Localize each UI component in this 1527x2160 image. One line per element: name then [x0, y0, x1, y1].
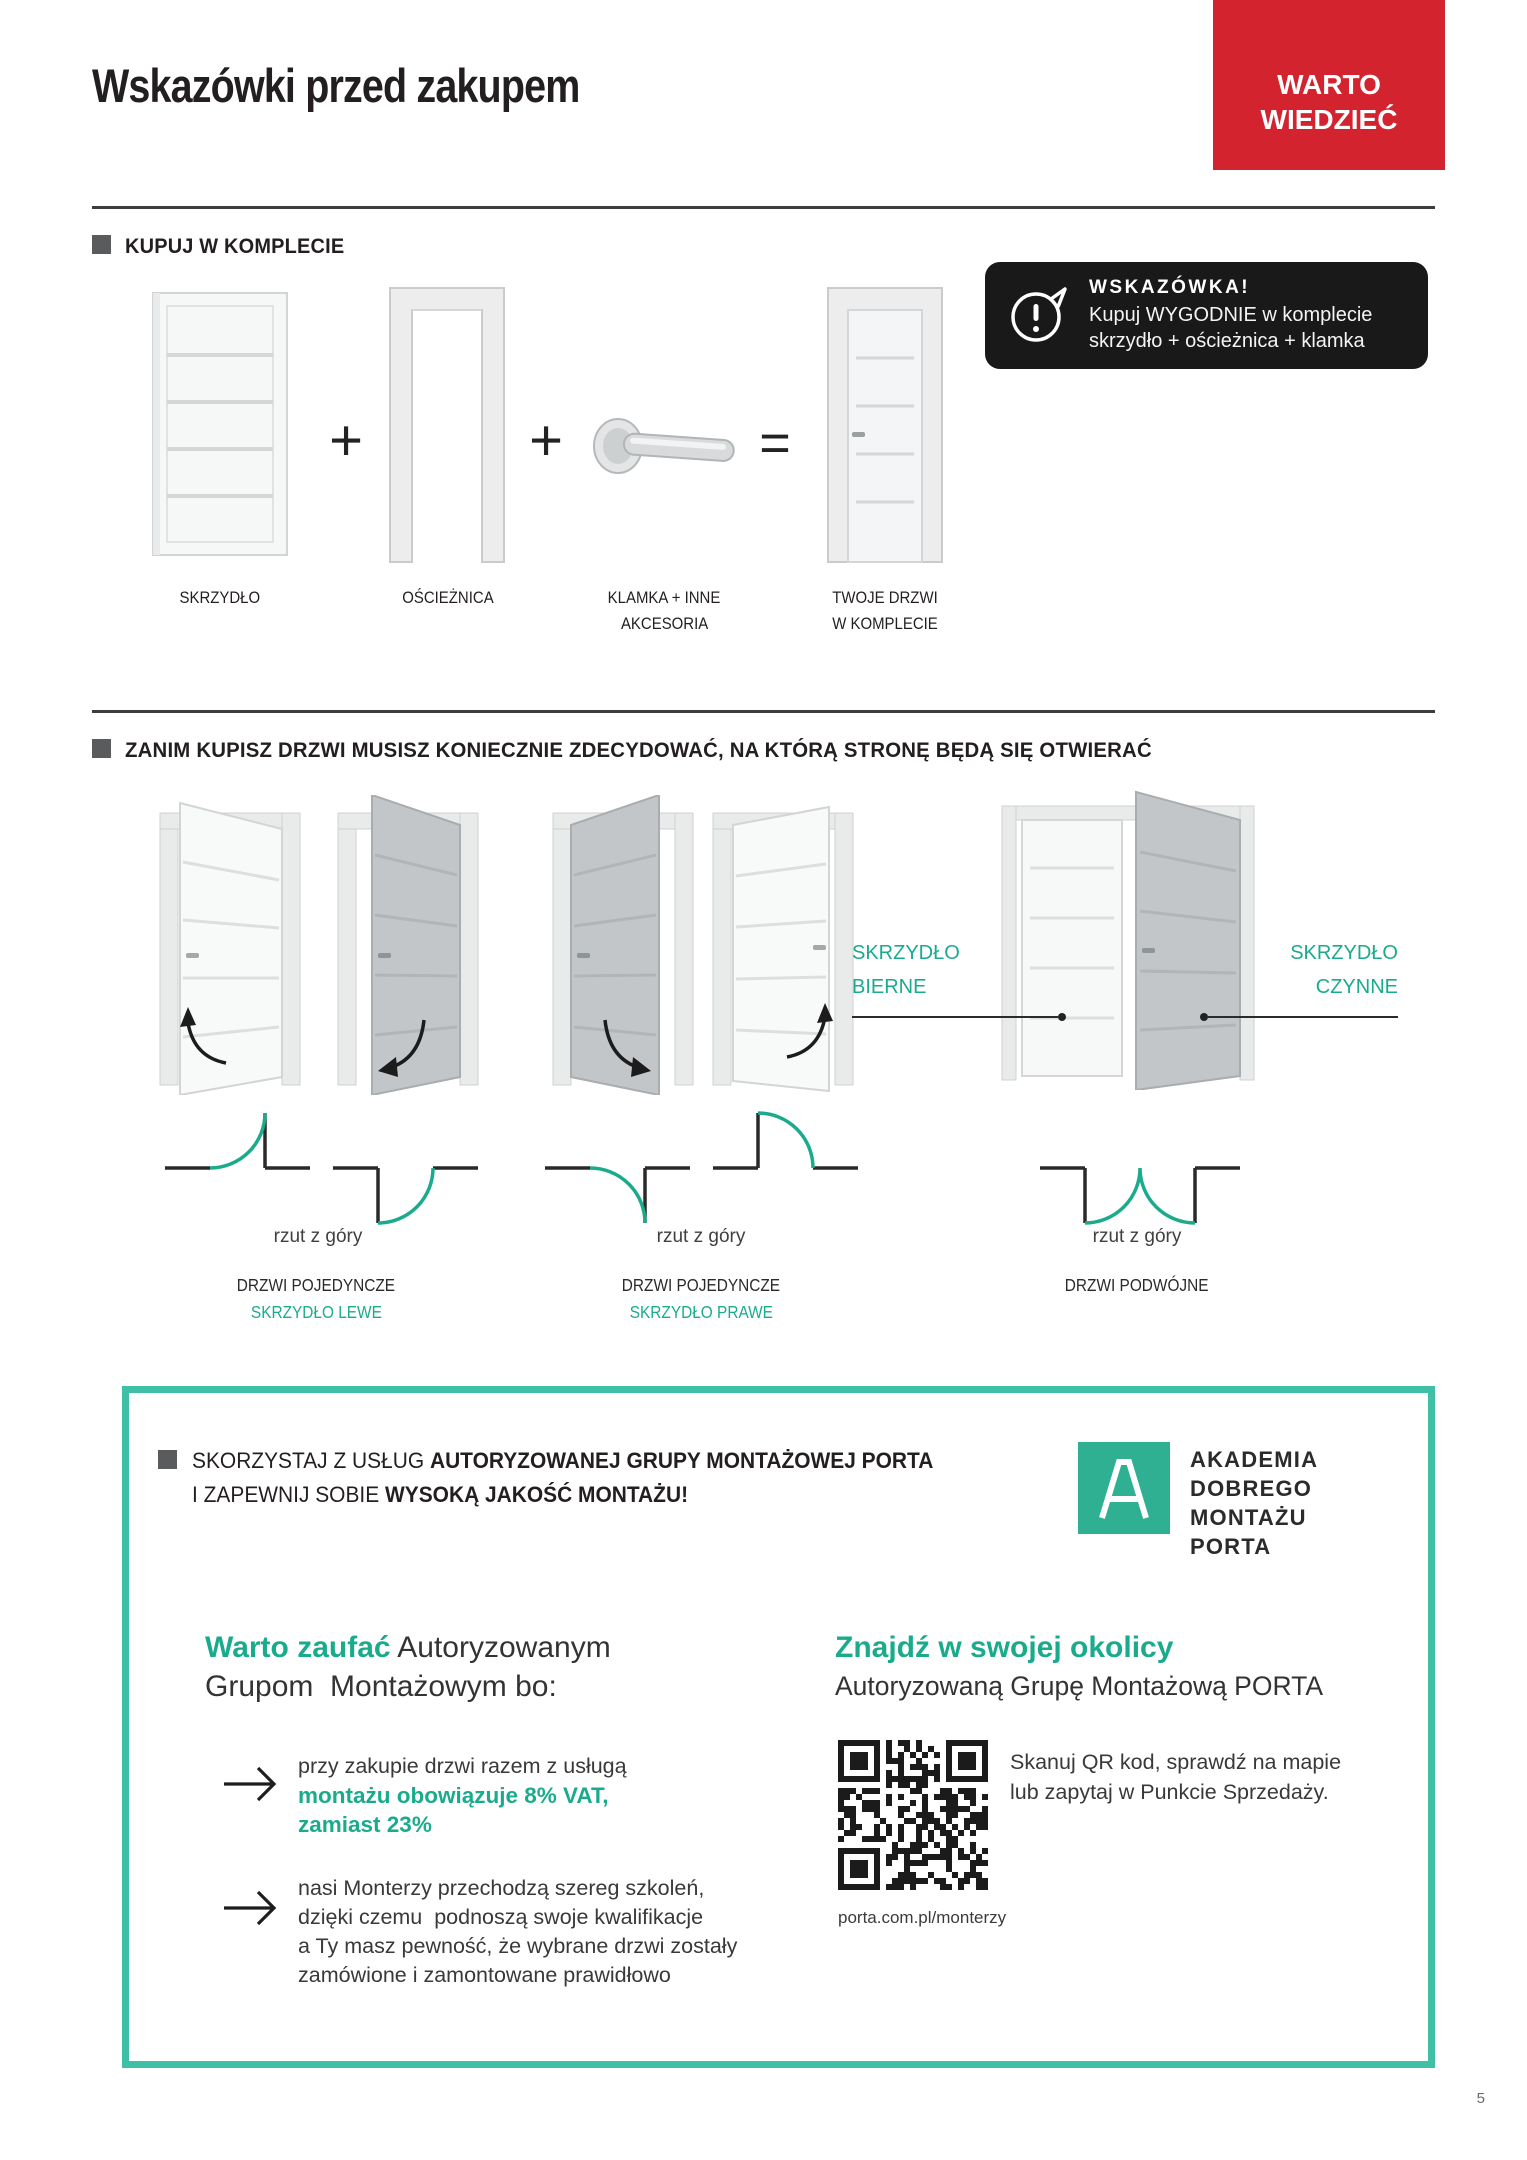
- letter-a-icon: [1078, 1442, 1170, 1534]
- top-view-double-icon: [1040, 1108, 1240, 1228]
- door-frame-image: [388, 286, 506, 564]
- pointer-dot: [1200, 1013, 1208, 1021]
- view-label-2: rzut z góry: [656, 1226, 746, 1247]
- caption-skrzydlo: SKRZYDŁO: [179, 588, 261, 607]
- page-number: 5: [1476, 2090, 1485, 2107]
- open-door-gray-left-image: [328, 795, 488, 1095]
- arrow-right-icon: [222, 1886, 284, 1930]
- label-skrzydlo-bierne: SKRZYDŁO BIERNE: [852, 942, 960, 998]
- section-2-header: [92, 739, 1184, 763]
- caption-klamka: KLAMKA + INNE AKCESORIA: [608, 588, 721, 633]
- bullet-1-text: przy zakupie drzwi razem z usługą montażu obowiązuje 8% VAT, zamiast 23%: [298, 1754, 627, 1837]
- left-column-title: Warto zaufać Autoryzowanym Grupom Montażowym bo:: [205, 1631, 611, 1703]
- warto-wiedziec-badge: [1213, 0, 1445, 170]
- square-bullet-icon: [92, 739, 111, 758]
- akademia-logo-icon: [1078, 1442, 1170, 1534]
- page-title: Wskazówki przed zakupem: [92, 59, 580, 112]
- view-label-3: rzut z góry: [1092, 1226, 1182, 1247]
- tip-box: [985, 262, 1428, 369]
- view-label-1: rzut z góry: [273, 1226, 363, 1247]
- double-door-image: [988, 790, 1268, 1090]
- section-2-title: ZANIM KUPISZ DRZWI MUSISZ KONIECZNIE ZDECYDOWAĆ, NA KTÓRĄ STRONĘ BĘDĄ SIĘ OTWIERAĆ: [125, 739, 1152, 762]
- qr-code: [838, 1740, 988, 1890]
- right-column-title: Znajdź w swojej okolicy Autoryzowaną Grupę Montażową PORTA: [835, 1631, 1324, 1701]
- complete-door-image: [826, 286, 944, 564]
- badge-line-1: WARTO: [1277, 69, 1381, 100]
- group-caption-lewe: DRZWI POJEDYNCZE SKRZYDŁO LEWE: [236, 1275, 396, 1322]
- top-view-right-in-icon: [545, 1108, 690, 1228]
- bullet-2-text: nasi Monterzy przechodzą szereg szkoleń, dzięki czemu podnoszą swoje kwalifikacje a Ty masz pewność, że wybrane drzwi zostały zamówione i zamontowane prawidłowo: [298, 1876, 738, 1987]
- top-view-right-out-icon: [713, 1108, 858, 1228]
- promo-heading: SKORZYSTAJ Z USŁUG AUTORYZOWANEJ GRUPY MONTAŻOWEJ PORTA I ZAPEWNIJ SOBIE WYSOKĄ JAKOŚĆ MONTAŻU!: [192, 1448, 934, 1507]
- arrow-right-icon: [222, 1762, 284, 1806]
- tip-line-2: skrzydło + ościeżnica + klamka: [1089, 330, 1365, 352]
- top-view-left-in-icon: [333, 1108, 478, 1228]
- open-door-gray-right-image: [543, 795, 703, 1095]
- divider: [92, 206, 1435, 209]
- label-skrzydlo-czynne: SKRZYDŁO CZYNNE: [1290, 942, 1398, 998]
- caption-twoje-drzwi: TWOJE DRZWI W KOMPLECIE: [832, 588, 938, 633]
- open-door-white-right-image: [703, 795, 863, 1095]
- square-bullet-icon: [158, 1450, 177, 1469]
- pointer-line: [1208, 1016, 1398, 1018]
- square-bullet-icon: [92, 235, 111, 254]
- qr-caption: porta.com.pl/monterzy: [838, 1908, 1007, 1927]
- section-1-title: KUPUJ W KOMPLECIE: [125, 235, 345, 258]
- equals-operator: =: [759, 413, 791, 473]
- exclamation-bubble-icon: [1007, 284, 1069, 346]
- section-1-header: [92, 235, 356, 259]
- tip-line-1: Kupuj WYGODNIE w komplecie: [1089, 304, 1373, 326]
- divider: [92, 710, 1435, 713]
- caption-oscieznica: OŚCIEŻNICA: [401, 588, 494, 607]
- plus-operator: +: [329, 408, 363, 473]
- akademia-logo-text: AKADEMIA DOBREGO MONTAŻU PORTA: [1190, 1447, 1319, 1559]
- plus-operator: +: [529, 408, 563, 473]
- pointer-line: [852, 1016, 1058, 1018]
- door-leaf-image: [150, 290, 290, 560]
- badge-line-2: WIEDZIEĆ: [1260, 104, 1398, 135]
- group-caption-podwojne: DRZWI PODWÓJNE: [1065, 1275, 1209, 1295]
- pointer-dot: [1058, 1013, 1066, 1021]
- scan-instructions: Skanuj QR kod, sprawdź na mapie lub zapytaj w Punkcie Sprzedaży.: [1010, 1750, 1342, 1804]
- group-caption-prawe: DRZWI POJEDYNCZE SKRZYDŁO PRAWE: [621, 1275, 781, 1322]
- top-view-left-out-icon: [165, 1108, 310, 1228]
- tip-title: WSKAZÓWKA!: [1089, 277, 1251, 298]
- open-door-white-left-image: [150, 795, 310, 1095]
- door-handle-image: [582, 396, 742, 491]
